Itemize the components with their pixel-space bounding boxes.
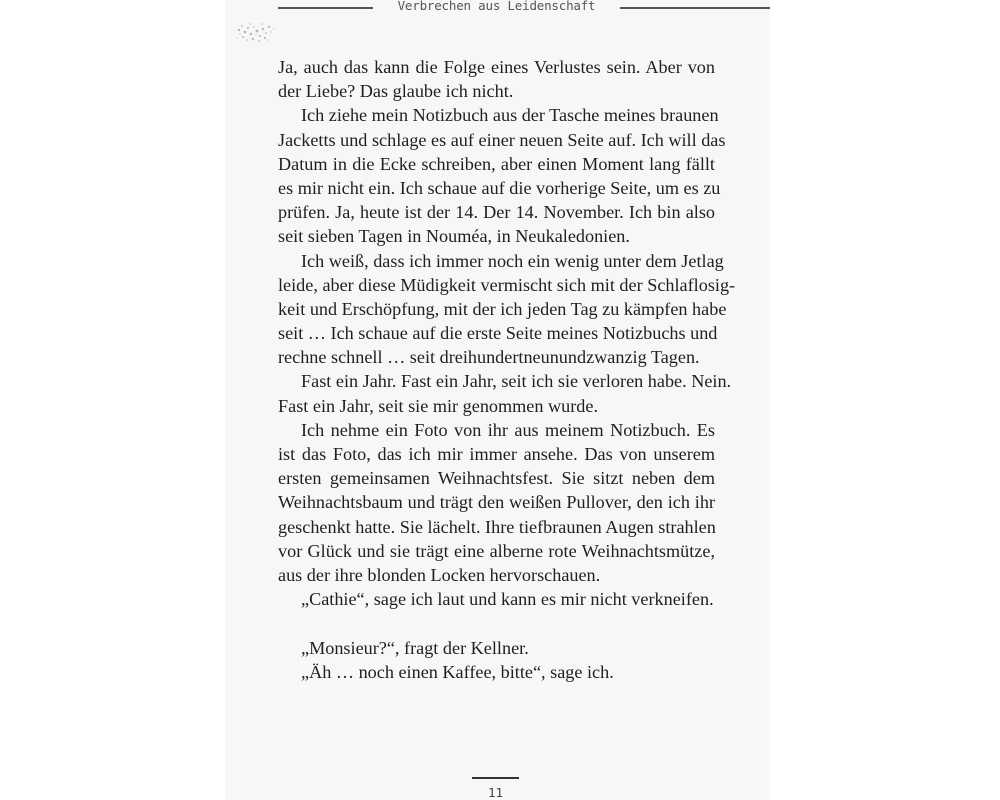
book-page (225, 0, 770, 800)
body-text (278, 55, 736, 684)
blank-line (278, 611, 715, 635)
text-line: Fast ein Jahr. Fast ein Jahr, seit ich sie verloren habe. Nein. (301, 371, 732, 392)
text-line: der Liebe? Das glaube ich nicht. (278, 81, 514, 102)
text-line: seit … Ich schaue auf die erste Seite meines Notizbuchs und (278, 323, 718, 344)
footer-rule (472, 777, 519, 779)
text-line: es mir nicht ein. Ich schaue auf die vorherige Seite, um es zu (278, 177, 721, 198)
page-number: 11 (487, 785, 504, 800)
text-line: keit und Erschöpfung, mit der ich jeden Tag zu kämpfen habe (278, 298, 727, 319)
ink-smudge-decoration (233, 18, 277, 48)
text-line: „Monsieur?“, fragt der Kellner. (301, 637, 529, 658)
text-line: Ich weiß, dass ich immer noch ein wenig unter dem Jetlag (301, 250, 724, 271)
text-line: ersten gemeinsamen Weihnachtsfest. Sie sitzt neben dem (278, 468, 715, 489)
text-line: seit sieben Tagen in Nouméa, in Neukaledonien. (278, 226, 630, 247)
header-rule-left (278, 7, 373, 9)
text-line: Weihnachtsbaum und trägt den weißen Pullover, den ich ihr (278, 492, 715, 513)
text-line: geschenkt hatte. Sie lächelt. Ihre tiefbraunen Augen strahlen (278, 516, 716, 537)
header-rule-right (620, 7, 770, 9)
text-line: leide, aber diese Müdigkeit vermischt sich mit der Schlaflosig- (278, 274, 736, 295)
text-line: aus der ihre blonden Locken hervorschauen. (278, 564, 601, 585)
running-header (225, 0, 770, 18)
text-line: „Cathie“, sage ich laut und kann es mir nicht verkneifen. (301, 589, 714, 610)
text-line: Ich ziehe mein Notizbuch aus der Tasche meines braunen (301, 105, 719, 126)
text-line: Ja, auch das kann die Folge eines Verlustes sein. Aber von (278, 57, 715, 77)
running-title: Verbrechen aus Leidenschaft (397, 0, 596, 13)
text-line: Fast ein Jahr, seit sie mir genommen wurde. (278, 395, 599, 416)
text-line: Ich nehme ein Foto von ihr aus meinem Notizbuch. Es (301, 419, 715, 440)
text-line: „Äh … noch einen Kaffee, bitte“, sage ich. (301, 661, 614, 682)
text-line: ist das Foto, das ich mir immer ansehe. Das von unserem (278, 444, 715, 464)
text-line: prüfen. Ja, heute ist der 14. Der 14. November. Ich bin also (278, 202, 715, 223)
text-line: rechne schnell … seit dreihundertneunundzwanzig Tagen. (278, 347, 700, 368)
text-line: vor Glück und sie trägt eine alberne rote Weihnachtsmütze, (278, 540, 715, 561)
text-line: Jacketts und schlage es auf einer neuen Seite auf. Ich will das (278, 129, 726, 150)
text-line: Datum in die Ecke schreiben, aber einen Moment lang fällt (278, 153, 715, 174)
